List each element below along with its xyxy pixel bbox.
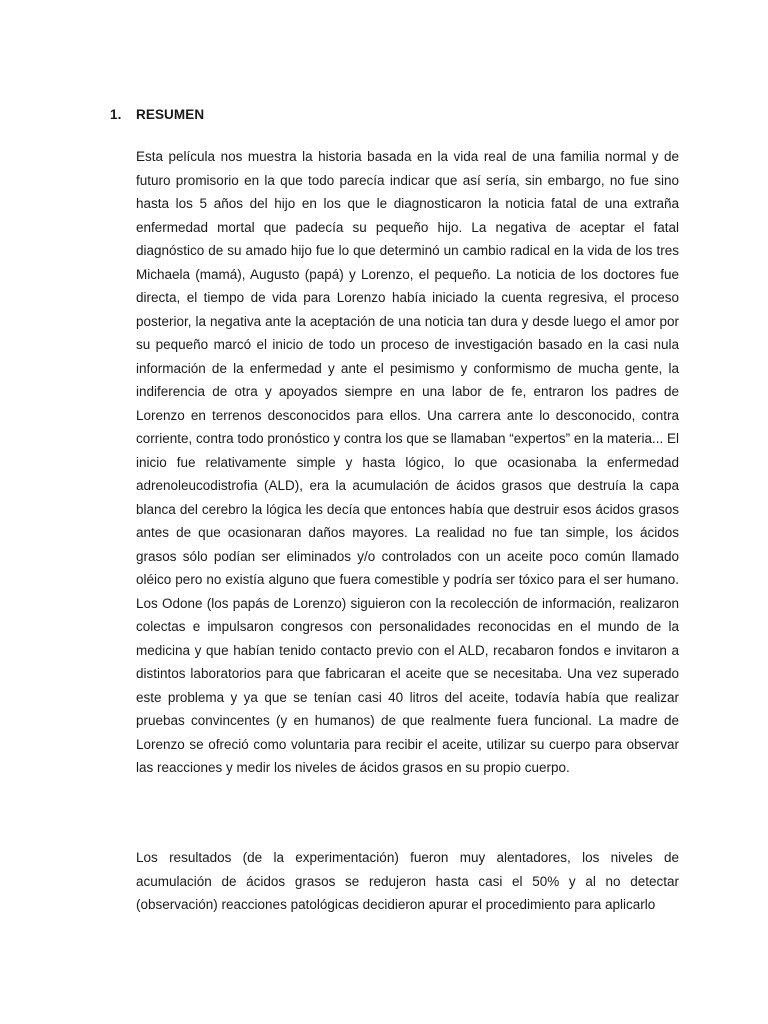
summary-paragraph-1: Esta película nos muestra la historia basada en la vida real de una familia normal y de futuro promisorio en la que todo parecía indicar que así sería, sin embargo, no fue sino hasta los 5 años del hijo en los que le diagnosticaron la noticia fatal de una extraña enfermedad mortal que padecía su pequeño hijo. La negativa de aceptar el fatal diagnóstico de su amado hijo fue lo que determinó un cambio radical en la vida de los tres Michaela (mamá), Augusto (papá) y Lorenzo, el pequeño. La noticia de los doctores fue directa, el tiempo de vida para Lorenzo había iniciado la cuenta regresiva, el proceso posterior, la negativa ante la aceptación de una noticia tan dura y desde luego el amor por su pequeño marcó el inicio de todo un proceso de investigación basado en la casi nula información de la enfermedad y ante el pesimismo y conformismo de mucha gente, la indiferencia de otra y apoyados siempre en una labor de fe, entraron los padres de Lorenzo en terrenos desconocidos para ellos. Una carrera ante lo desconocido, contra corriente, contra todo pronóstico y contra los que se llamaban “expertos” en la materia... El inicio fue relativamente simple y hasta lógico, lo que ocasionaba la enfermedad adrenoleucodistrofia (ALD), era la acumulación de ácidos grasos que destruía la capa blanca del cerebro la lógica les decía que entonces había que destruir esos ácidos grasos antes de que ocasionaran daños mayores. La realidad no fue tan simple, los ácidos grasos sólo podían ser eliminados y/o controlados con un aceite poco común llamado oléico pero no existía alguno que fuera comestible y podría ser tóxico para el ser humano. Los Odone (los papás de Lorenzo) siguieron con la recolección de información, realizaron colectas e impulsaron congresos con personalidades reconocidas en el mundo de la medicina y que habían tenido contacto previo con el ALD, recabaron fondos e invitaron a distintos laboratorios para que fabricaran el aceite que se necesitaba. Una vez superado este problema y ya que se tenían casi 40 litros del aceite, todavía había que realizar pruebas convincentes (y en humanos) de que realmente fuera funcional. La madre de Lorenzo se ofreció como voluntaria para recibir el aceite, utilizar su cuerpo para observar las reacciones y medir los niveles de ácidos grasos en su propio cuerpo. <box>136 149 679 775</box>
summary-paragraph-2: Los resultados (de la experimentación) fueron muy alentadores, los niveles de acumulación de ácidos grasos se redujeron hasta casi el 50% y al no detectar (observación) reacciones patológicas decidieron apurar el procedimiento para aplicarlo <box>136 850 679 912</box>
section-title: RESUMEN <box>136 107 205 122</box>
section-number: 1. <box>110 107 122 122</box>
section-heading <box>110 107 204 122</box>
